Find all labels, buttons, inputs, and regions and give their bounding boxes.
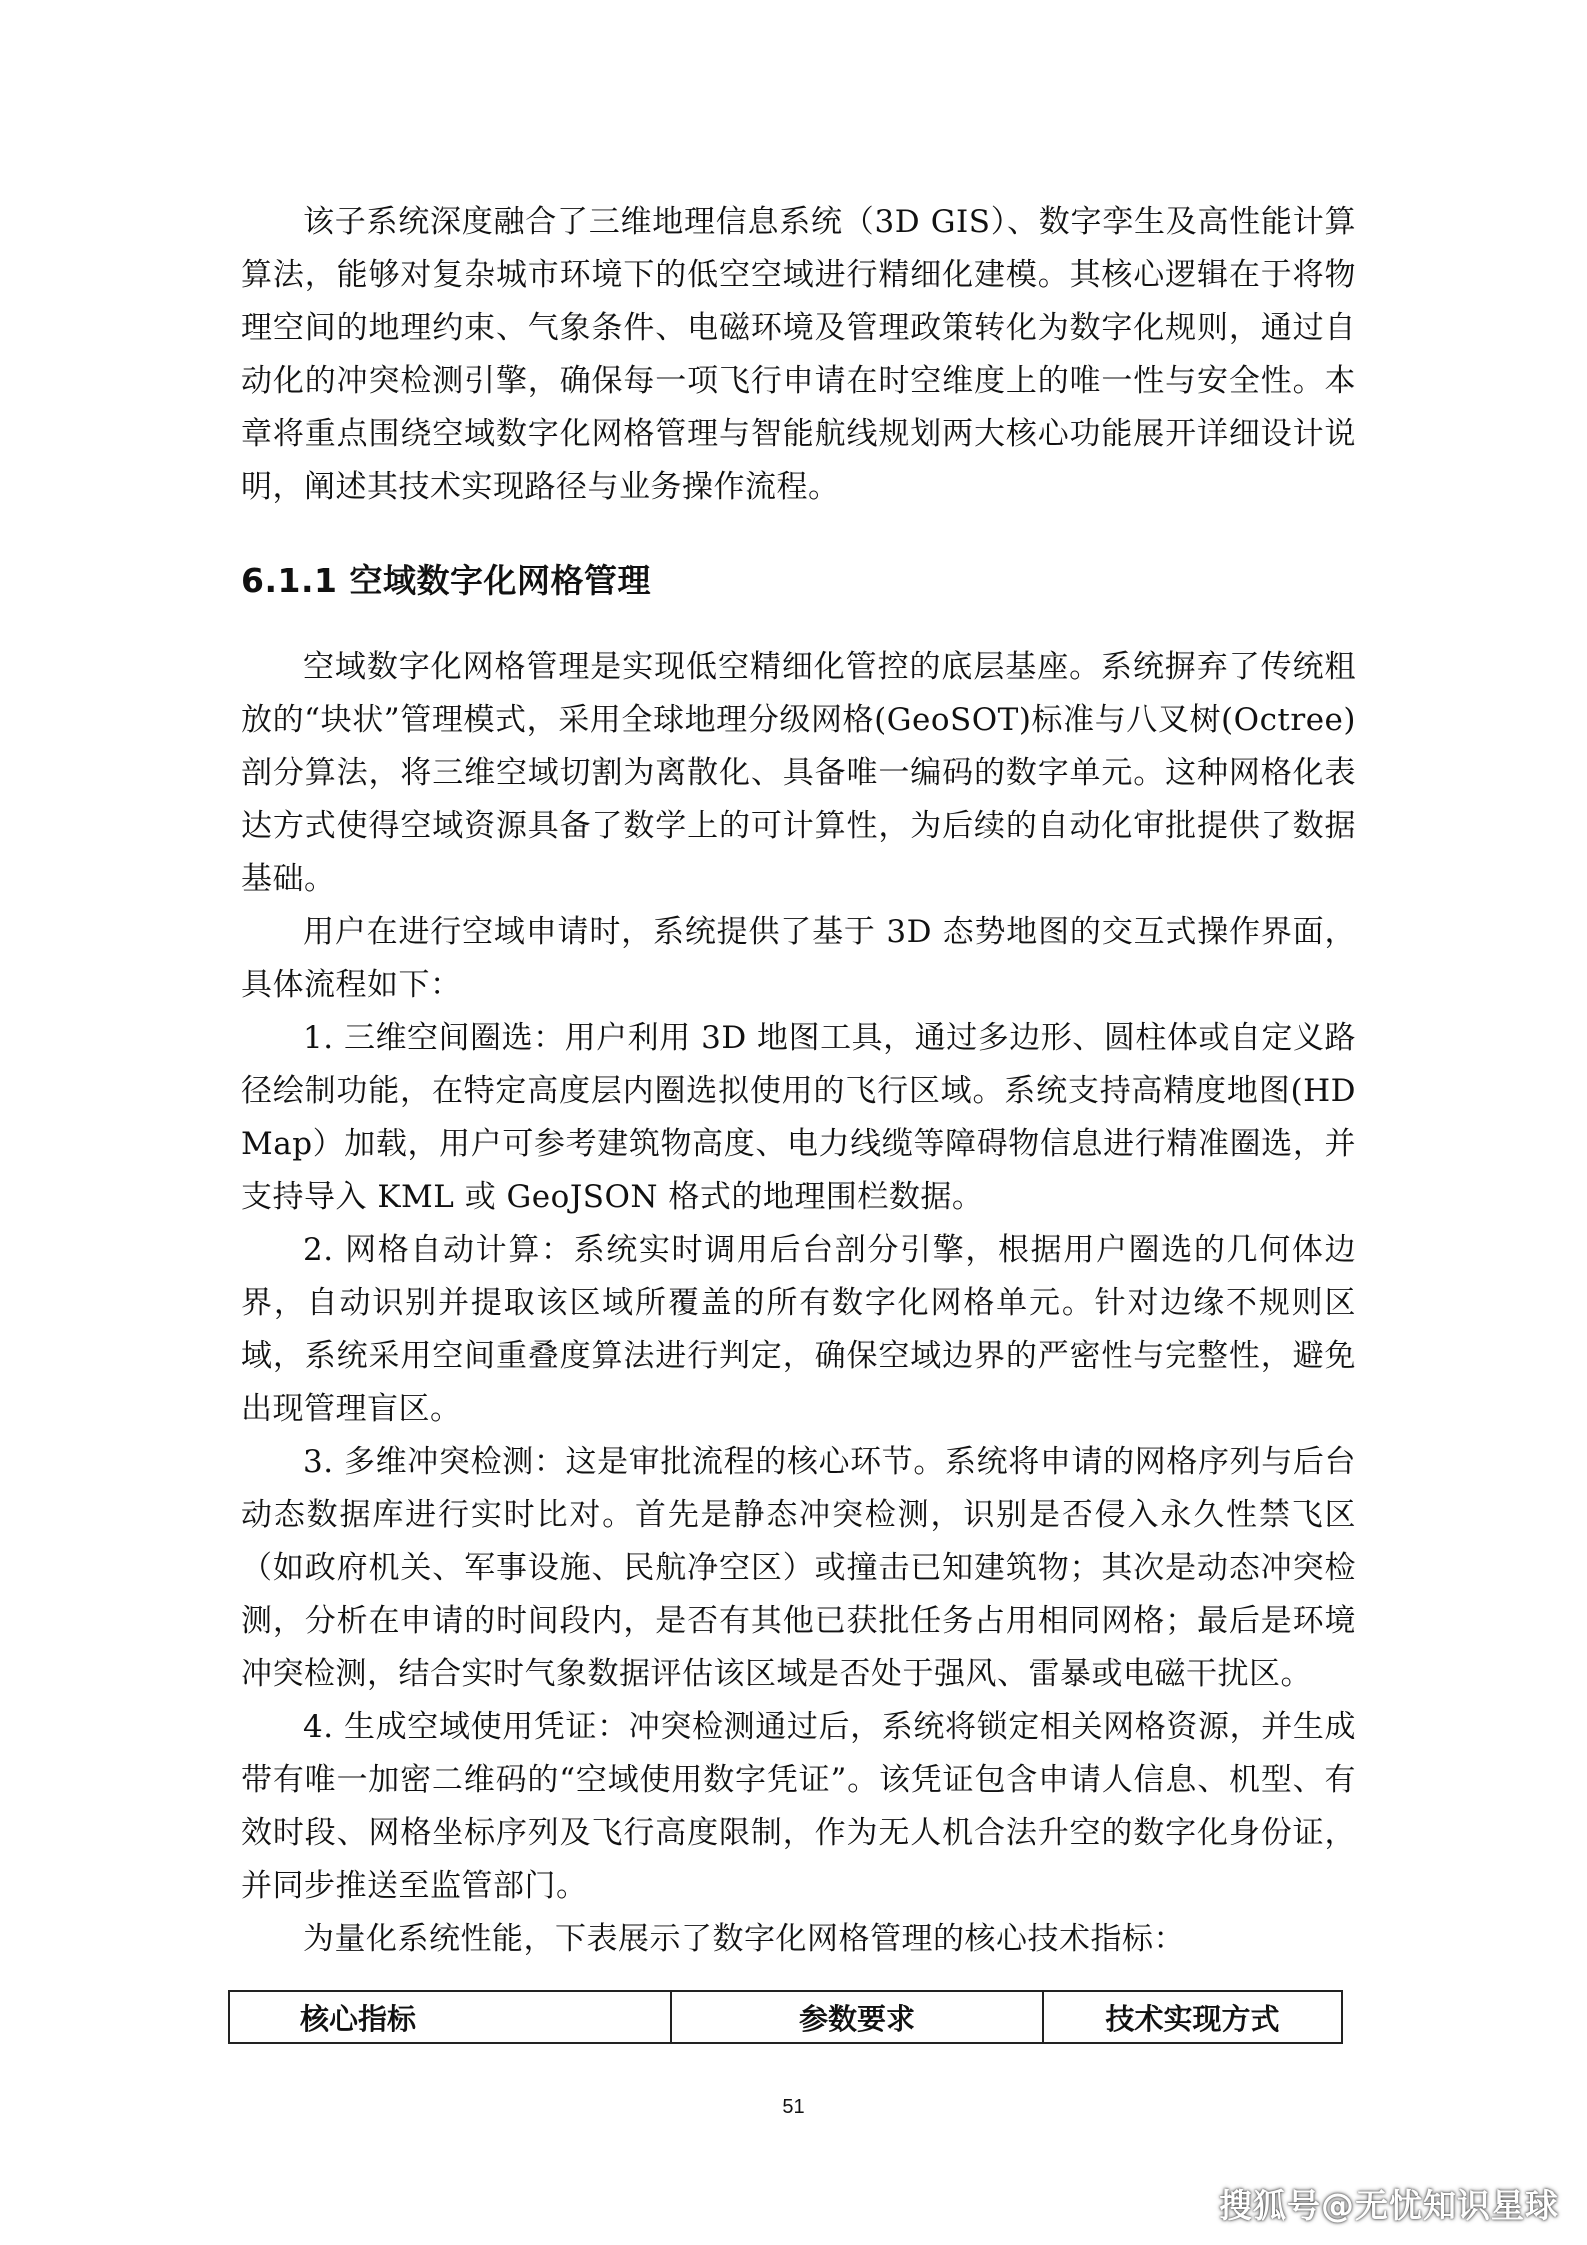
list-item-4: 4. 生成空域使用凭证：冲突检测通过后，系统将锁定相关网格资源，并生成带有唯一加密二维码的“空域使用数字凭证”。该凭证包含申请人信息、机型、有效时段、网格坐标序列及飞行高度限制，作为无人机合法升空的数字化身份证，并同步推送至监管部门。 [241, 1709, 1356, 1904]
table-intro-paragraph: 为量化系统性能，下表展示了数字化网格管理的核心技术指标： [303, 1921, 1185, 1957]
page-content [241, 196, 1356, 1966]
list-item-3: 3. 多维冲突检测：这是审批流程的核心环节。系统将申请的网格序列与后台动态数据库进行实时比对。首先是静态冲突检测，识别是否侵入永久性禁飞区（如政府机关、军事设施、民航净空区）或撞击已知建筑物；其次是动态冲突检测，分析在申请的时间段内，是否有其他已获批任务占用相同网格；最后是环境冲突检测，结合实时气象数据评估该区域是否处于强风、雷暴或电磁干扰区。 [241, 1444, 1356, 1692]
list-item-2: 2. 网格自动计算：系统实时调用后台剖分引擎，根据用户圈选的几何体边界，自动识别并提取该区域所覆盖的所有数字化网格单元。针对边缘不规则区域，系统采用空间重叠度算法进行判定，确保空域边界的严密性与完整性，避免出现管理盲区。 [241, 1232, 1356, 1427]
table-header-cell: 核心指标 [229, 1991, 671, 2043]
body-paragraph-2: 用户在进行空域申请时，系统提供了基于 3D 态势地图的交互式操作界面，具体流程如下： [241, 914, 1356, 1003]
watermark: 搜狐号@无忧知识星球 [1219, 2186, 1559, 2225]
intro-paragraph: 该子系统深度融合了三维地理信息系统（3D GIS）、数字孪生及高性能计算算法，能够对复杂城市环境下的低空空域进行精细化建模。其核心逻辑在于将物理空间的地理约束、气象条件、电磁环境及管理政策转化为数字化规则，通过自动化的冲突检测引擎，确保每一项飞行申请在时空维度上的唯一性与安全性。本章将重点围绕空域数字化网格管理与智能航线规划两大核心功能展开详细设计说明，阐述其技术实现路径与业务操作流程。 [241, 204, 1356, 505]
table-header-cell: 技术实现方式 [1043, 1991, 1342, 2043]
page-number: 51 [782, 2096, 805, 2118]
metrics-table [228, 1990, 1343, 2044]
table-header-row [229, 1991, 1342, 2043]
body-paragraph-1: 空域数字化网格管理是实现低空精细化管控的底层基座。系统摒弃了传统粗放的“块状”管理模式，采用全球地理分级网格(GeoSOT)标准与八叉树(Octree)剖分算法，将三维空域切割为离散化、具备唯一编码的数字单元。这种网格化表达方式使得空域资源具备了数学上的可计算性，为后续的自动化审批提供了数据基础。 [241, 649, 1356, 897]
section-heading: 6.1.1 空域数字化网格管理 [241, 561, 651, 600]
list-item-1: 1. 三维空间圈选：用户利用 3D 地图工具，通过多边形、圆柱体或自定义路径绘制功能，在特定高度层内圈选拟使用的飞行区域。系统支持高精度地图(HD Map）加载，用户可参考建筑物高度、电力线缆等障碍物信息进行精准圈选，并支持导入 KML 或 GeoJSON 格式的地理围栏数据。 [241, 1020, 1356, 1215]
table-header-cell: 参数要求 [671, 1991, 1043, 2043]
